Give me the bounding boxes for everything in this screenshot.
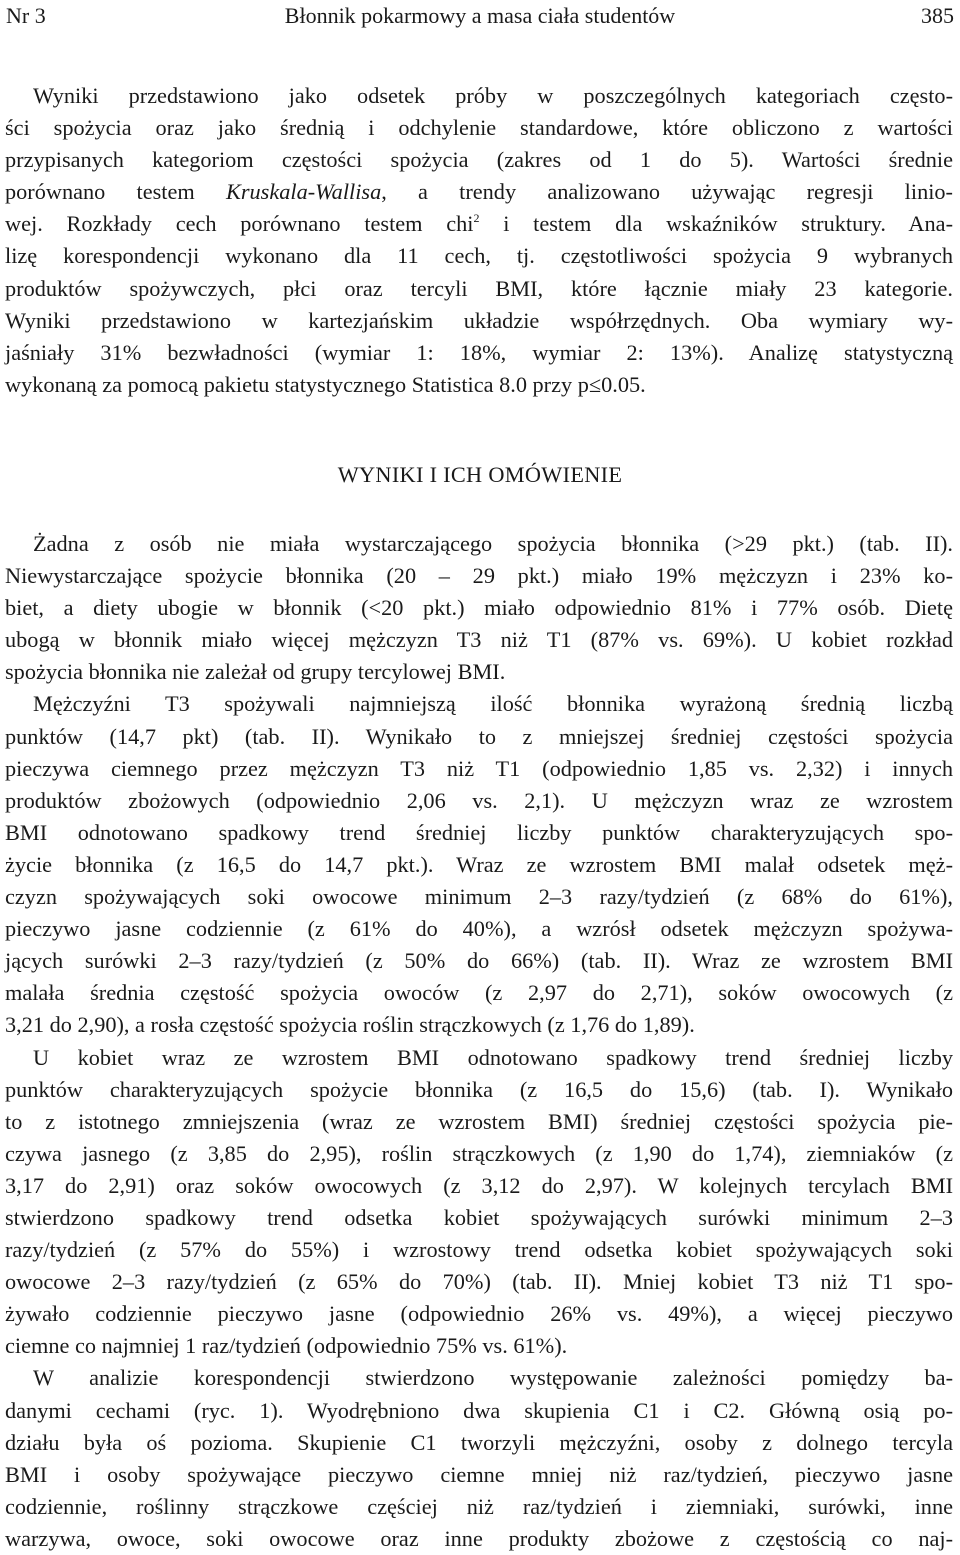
text-line: 3,17 do 2,91) oraz soków owocowych (z 3,12 do 2,97). W kolejnych tercylach BMI [5, 1172, 953, 1198]
text-line: danymi cechami (ryc. 1). Wyodrębniono dwa skupienia C1 i C2. Główną osią po- [5, 1397, 953, 1423]
text-run: porównano testem [5, 179, 226, 205]
text-line: codziennie, roślinny strączkowe częściej niż raz/tydzień i ziemniaki, surówki, inne [5, 1493, 953, 1519]
results-text [5, 528, 953, 1555]
text-line: produktów zbożowych (odpowiednio 2,06 vs. 2,1). U mężczyzn wraz ze wzrostem [5, 787, 953, 813]
text-line [5, 208, 953, 240]
text-line: warzywa, owoce, soki owocowe oraz inne produkty zbożowe z częstością co naj- [5, 1525, 953, 1551]
text-line: wykonaną za pomocą pakietu statystycznego Statistica 8.0 przy p≤0.05. [5, 371, 646, 397]
text-line: pieczywa ciemnego przez mężczyzn T3 niż T1 (odpowiednio 1,85 vs. 2,32) i innych [5, 755, 953, 781]
text-line: stwierdzono spadkowy trend odsetka kobiet spożywających surówki minimum 2–3 [5, 1204, 953, 1230]
text-line: owocowe 2–3 razy/tydzień (z 65% do 70%) (tab. II). Mniej kobiet T3 niż T1 spo- [5, 1269, 953, 1295]
text-line: jaśniały 31% bezwładności (wymiar 1: 18%, wymiar 2: 13%). Analizę statystyczną [5, 339, 953, 365]
text-line: ciemne co najmniej 1 raz/tydzień (odpowiednio 75% vs. 61%). [5, 1333, 568, 1359]
text-line: ści spożycia oraz jako średnią i odchylenie standardowe, które obliczono z wartości [5, 115, 953, 141]
text-line: BMI i osoby spożywające pieczywo ciemne mniej niż raz/tydzień, pieczywo jasne [5, 1461, 953, 1487]
text-line: przypisanych kategoriom częstości spożycia (zakres od 1 do 5). Wartości średnie [5, 147, 953, 173]
text-line: ubogą w błonnik miało więcej mężczyzn T3 niż T1 (87% vs. 69%). U kobiet rozkład [5, 627, 953, 653]
text-line: działu była oś pozioma. Skupienie C1 tworzyli mężczyźni, osoby z dolnego tercyla [5, 1429, 953, 1455]
text-line: czyzn spożywających soki owocowe minimum 2–3 razy/tydzień (z 68% do 61%), [5, 884, 953, 910]
page-number: 385 [921, 3, 954, 28]
issue-number: Nr 3 [6, 3, 46, 28]
text-run: , a trendy analizowano używając regresji linio- [381, 179, 953, 205]
text-line: 3,21 do 2,90), a rosła częstość spożycia roślin strączkowych (z 1,76 do 1,89). [5, 1012, 695, 1038]
text-line: jących surówki 2–3 razy/tydzień (z 50% do 66%) (tab. II). Wraz ze wzrostem BMI [5, 948, 953, 974]
text-line: Mężczyźni T3 spożywali najmniejszą ilość błonnika wyrażoną średnią liczbą [33, 691, 953, 717]
text-line: życie błonnika (z 16,5 do 14,7 pkt.). Wraz ze wzrostem BMI malał odsetek męż- [5, 851, 953, 877]
running-header [0, 0, 960, 34]
methods-paragraph [5, 80, 953, 401]
running-title: Błonnik pokarmowy a masa ciała studentów [284, 3, 676, 28]
text-line: Niewystarczające spożycie błonnika (20 – 29 pkt.) miało 19% mężczyzn i 23% ko- [5, 563, 953, 589]
text-line: lizę korespondencji wykonano dla 11 cech, tj. częstotliwości spożycia 9 wybranych [5, 243, 953, 269]
text-line: malała średnia częstość spożycia owoców (z 2,97 do 2,71), soków owocowych (z [5, 980, 953, 1006]
text-line: BMI odnotowano spadkowy trend średniej liczby punktów charakteryzujących spo- [5, 819, 953, 845]
text-line: Żadna z osób nie miała wystarczającego spożycia błonnika (>29 pkt.) (tab. II). [33, 531, 953, 556]
text-line [5, 176, 953, 208]
text-line: razy/tydzień (z 57% do 55%) i wzrostowy trend odsetka kobiet spożywających soki [5, 1237, 953, 1263]
text-line: W analizie korespondencji stwierdzono występowanie zależności pomiędzy ba- [33, 1365, 953, 1391]
text-line: żywało codziennie pieczywo jasne (odpowiednio 26% vs. 49%), a więcej pieczywo [5, 1301, 953, 1327]
text-run: wej. Rozkłady cech porównano testem chi [5, 211, 474, 237]
text-line: Wyniki przedstawiono w kartezjańskim układzie współrzędnych. Oba wymiary wy- [5, 307, 953, 333]
text-line: punktów (14,7 pkt) (tab. II). Wynikało to z mniejszej średniej częstości spożycia [5, 723, 953, 749]
text-line: to z istotnego zmniejszenia (wraz ze wzrostem BMI) średniej częstości spożycia pie- [5, 1108, 953, 1134]
text-line: Wyniki przedstawiono jako odsetek próby w poszczególnych kategoriach często- [33, 83, 953, 108]
text-line: punktów charakteryzujących spożycie błonnika (z 16,5 do 15,6) (tab. I). Wynikało [5, 1076, 953, 1102]
text-line: biet, a diety ubogie w błonnik (<20 pkt.) miało odpowiednio 81% i 77% osób. Dietę [5, 595, 953, 621]
superscript: 2 [473, 211, 480, 226]
text-run: i testem dla wskaźników struktury. Ana- [479, 211, 953, 237]
text-line: pieczywo jasne codziennie (z 61% do 40%), a wzrósł odsetek mężczyzn spożywa- [5, 916, 953, 942]
test-name-italic: Kruskala-Wallisa [225, 179, 382, 205]
text-line: U kobiet wraz ze wzrostem BMI odnotowano spadkowy trend średniej liczby [33, 1044, 953, 1070]
text-line: produktów spożywczych, płci oraz tercyli BMI, które łącznie miały 23 kategorie. [5, 275, 953, 301]
text-line: spożycia błonnika nie zależał od grupy tercylowej BMI. [5, 659, 506, 685]
section-heading: WYNIKI I ICH OMÓWIENIE [337, 462, 623, 487]
text-line: czywa jasnego (z 3,85 do 2,95), roślin strączkowych (z 1,90 do 1,74), ziemniaków (z [5, 1140, 953, 1166]
